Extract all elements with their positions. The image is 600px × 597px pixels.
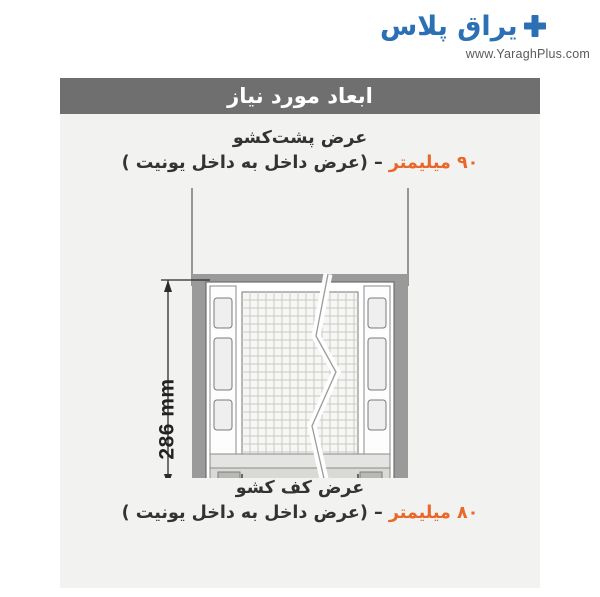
vertical-dimension-value: 286 mm: [156, 378, 179, 460]
caption-bottom-line1: عرض کف کشو: [235, 478, 365, 498]
caption-bottom: [60, 476, 540, 527]
figure-title: ابعاد مورد نیاز: [227, 84, 373, 108]
caption-bottom-rest: – (عرض داخل به داخل یونیت ): [121, 503, 383, 524]
caption-bottom-value: ۸۰ میلیمتر: [388, 503, 479, 524]
brand-watermark: [380, 6, 590, 68]
caption-top-rest: – (عرض داخل به داخل یونیت ): [121, 153, 383, 174]
caption-top-value: ۹۰ میلیمتر: [388, 153, 479, 174]
figure-title-bar: [60, 78, 540, 114]
brand-wordmark: یراق پلاس: [380, 10, 518, 42]
caption-top-line2: [60, 151, 540, 176]
brand-url: www.YaraghPlus.com: [465, 47, 590, 61]
caption-top: [60, 126, 540, 177]
vertical-dimension-label: [156, 364, 180, 474]
dimension-figure: [60, 78, 540, 588]
caption-top-line1: عرض پشت‌کشو: [232, 128, 368, 148]
plus-icon: [522, 13, 548, 39]
caption-bottom-line2: [60, 501, 540, 526]
brand-logo-row: [380, 6, 590, 46]
technical-drawing: [60, 188, 540, 478]
